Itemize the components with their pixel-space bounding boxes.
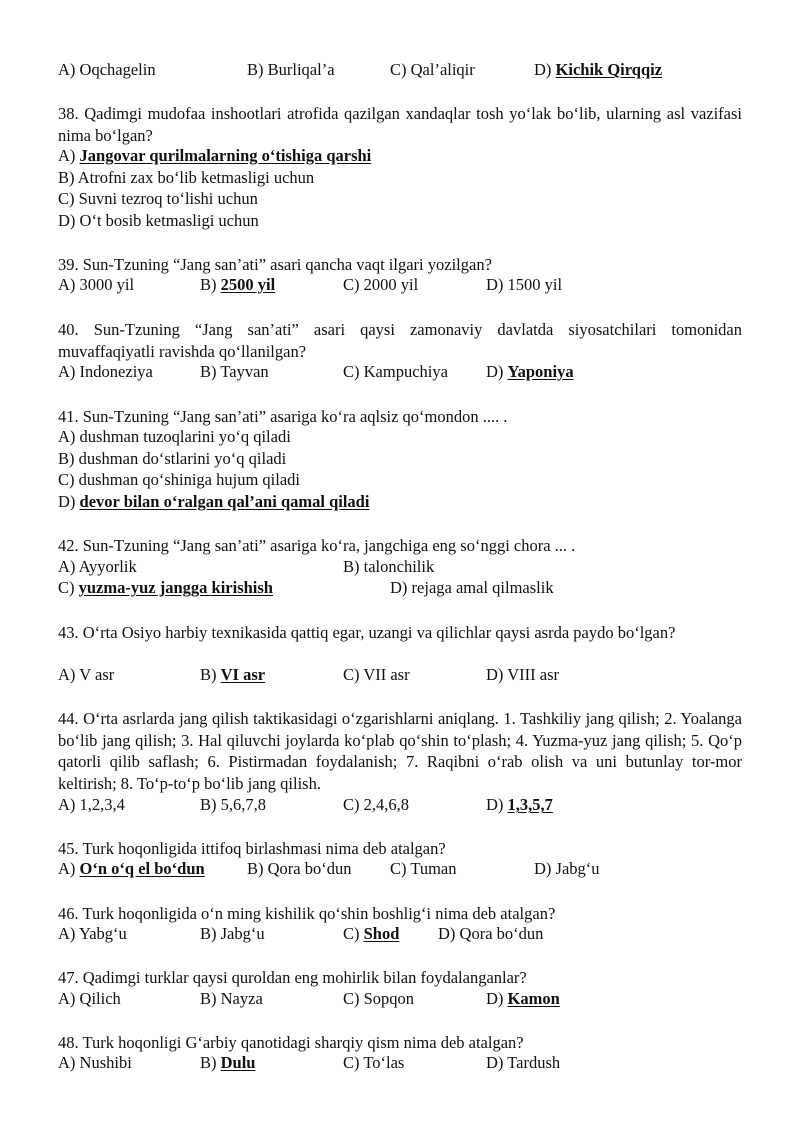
question-41: 41. Sun-Tzuning “Jang san’ati” asariga ko‘ra aqlsiz qo‘mondon .... . [58,407,508,426]
option-a: A) Ayyorlik [58,557,137,576]
option-a: A) Oqchagelin [58,60,156,79]
option-c: C) Kampuchiya [343,362,448,381]
option-b: B) Qora bo‘dun [247,859,352,878]
option-d: D) rejaga amal qilmaslik [390,578,554,597]
option-c: C) Qal’aliqir [390,60,475,79]
option-d: D) 1500 yil [486,275,563,294]
correct-answer: Dulu [220,1053,256,1072]
option-b: B) 2500 yil [200,275,276,294]
option-b: B) Tayvan [200,362,269,381]
option-d: D) Tardush [486,1053,561,1072]
option-c: C) To‘las [343,1053,405,1072]
option-a: A) O‘n o‘q el bo‘dun [58,859,205,878]
option-a: A) V asr [58,665,115,684]
option-d: D) Qora bo‘dun [438,924,544,943]
option-c: C) Sopqon [343,989,415,1008]
option-c: C) dushman qo‘shiniga hujum qiladi [58,470,300,489]
option-b: B) Dulu [200,1053,256,1072]
option-b: B) Burliqal’a [247,60,335,79]
option-b: B) Nayza [200,989,263,1008]
question-47: 47. Qadimgi turklar qaysi quroldan eng mohirlik bilan foydalanganlar? [58,968,527,987]
option-d: D) Kichik Qirqqiz [534,60,663,79]
correct-answer: Kamon [507,989,560,1008]
option-a: A) dushman tuzoqlarini yo‘q qiladi [58,427,291,446]
option-d: D) Yaponiya [486,362,574,381]
option-c: C) Suvni tezroq to‘lishi uchun [58,189,258,208]
question-38: 38. Qadimgi mudofaa inshootlari atrofida qazilgan xandaqlar tosh yo‘lak bo‘lib, ularning asl vazifasi nima bo‘lgan? [58,104,742,145]
option-b: B) talonchilik [343,557,435,576]
question-40: 40. Sun-Tzuning “Jang san’ati” asari qaysi zamonaviy davlatda siyosatchilari tomonidan muvaffaqiyatli ravishda qo‘llanilgan? [58,320,742,361]
correct-answer: Shod [363,924,400,943]
question-43: 43. O‘rta Osiyo harbiy texnikasida qattiq egar, uzangi va qilichlar qaysi asrda paydo bo‘lgan? [58,623,676,642]
correct-answer: Kichik Qirqqiz [555,60,663,79]
correct-answer: 2500 yil [220,275,276,294]
question-42: 42. Sun-Tzuning “Jang san’ati” asariga ko‘ra, jangchiga eng so‘nggi chora ... . [58,536,576,555]
option-d: D) VIII asr [486,665,560,684]
option-d: D) 1,3,5,7 [486,795,553,814]
option-b: B) Atrofni zax bo‘lib ketmasligi uchun [58,168,315,187]
option-a: A) 1,2,3,4 [58,795,125,814]
option-a: A) 3000 yil [58,275,135,294]
option-a: A) Jangovar qurilmalarning o‘tishiga qarshi [58,146,372,165]
option-d: D) devor bilan o‘ralgan qal’ani qamal qiladi [58,492,370,511]
option-d: D) O‘t bosib ketmasligi uchun [58,211,259,230]
question-48: 48. Turk hoqonligi G‘arbiy qanotidagi sharqiy qism nima deb atalgan? [58,1033,524,1052]
option-a: A) Nushibi [58,1053,132,1072]
question-46: 46. Turk hoqonligida o‘n ming kishilik qo‘shin boshlig‘i nima deb atalgan? [58,904,556,923]
option-b: B) 5,6,7,8 [200,795,266,814]
option-c: C) Shod [343,924,400,943]
correct-answer: devor bilan o‘ralgan qal’ani qamal qiladi [79,492,370,511]
option-a: A) Qilich [58,989,121,1008]
option-b: B) VI asr [200,665,266,684]
question-45: 45. Turk hoqonligida ittifoq birlashmasi nima deb atalgan? [58,839,446,858]
question-39: 39. Sun-Tzuning “Jang san’ati” asari qancha vaqt ilgari yozilgan? [58,255,492,274]
option-c: C) 2,4,6,8 [343,795,409,814]
option-b: B) dushman do‘stlarini yo‘q qiladi [58,449,287,468]
correct-answer: O‘n o‘q el bo‘dun [79,859,205,878]
correct-answer: yuzma-yuz jangga kirishish [78,578,273,597]
correct-answer: Yaponiya [507,362,574,381]
question-44: 44. O‘rta asrlarda jang qilish taktikasidagi o‘zgarishlarni aniqlang. 1. Tashkiliy jang qilish; 2. Yoalanga bo‘lib jang qilish; 3. Hal qiluvchi joylarda ko‘plab qo‘shin to‘plash; 4. Yuzma-yuz jang qilish; 5. Qo‘p qatorli qilib saflash; 6. Pistirmadan foydalanish; 7. Raqibni o‘rab olish va uni butunlay tor-mor keltirish; 8. To‘p-to‘p bo‘lib jang qilish. [58,709,743,793]
option-a: A) Yabg‘u [58,924,127,943]
correct-answer: VI asr [220,665,266,684]
option-c: C) yuzma-yuz jangga kirishish [58,578,273,597]
option-c: C) VII asr [343,665,410,684]
correct-answer: Jangovar qurilmalarning o‘tishiga qarshi [79,146,372,165]
option-b: B) Jabg‘u [200,924,265,943]
option-d: D) Kamon [486,989,560,1008]
option-c: C) Tuman [390,859,457,878]
option-d: D) Jabg‘u [534,859,600,878]
option-c: C) 2000 yil [343,275,419,294]
option-a: A) Indoneziya [58,362,153,381]
correct-answer: 1,3,5,7 [507,795,553,814]
